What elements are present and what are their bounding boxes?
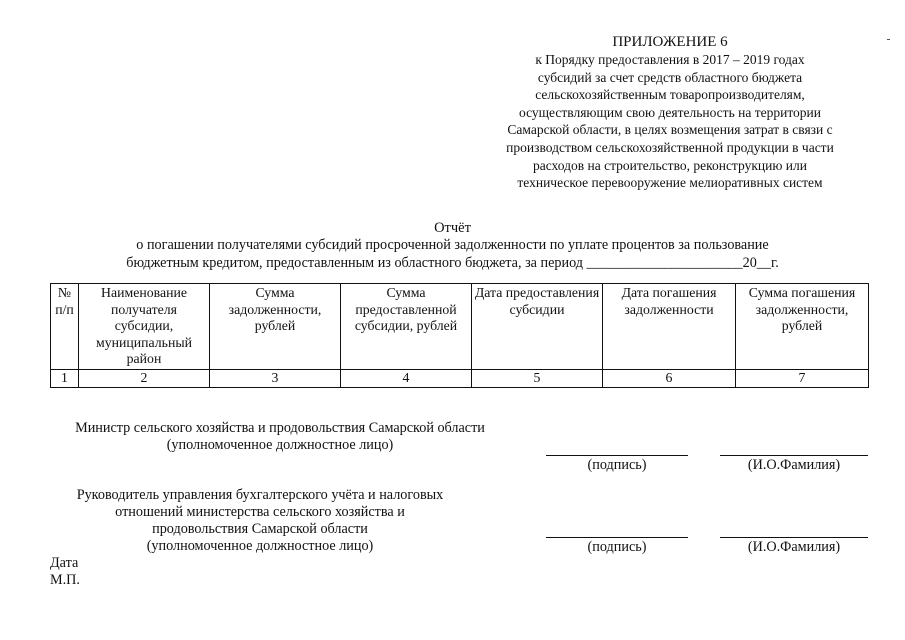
report-subtitle-line: бюджетным кредитом, предоставленным из областного бюджета, за период ______________________20__г. [126,255,779,271]
minister-role: (уполномоченное должностное лицо) [166,437,394,453]
accountant-title: продовольствия Самарской области [152,521,368,537]
appendix-header [470,33,870,192]
accountant-title: Руководитель управления бухгалтерского учёта и налоговых [76,487,444,503]
report-title: Отчёт [434,220,471,236]
column-number: 6 [603,370,736,388]
minister-title: Министр сельского хозяйства и продовольствия Самарской области [75,420,485,436]
column-number: 4 [341,370,472,388]
column-number: 2 [79,370,210,388]
appendix-line: производством сельскохозяйственной продукции в части [506,139,834,155]
header-repayment-amount: Сумма погашения задолженности, рублей [736,284,869,370]
appendix-line: расходов на строительство, реконструкцию или [533,157,807,173]
appendix-line: осуществляющим свою деятельность на территории [519,104,821,120]
report-subtitle-line: о погашении получателями субсидий просроченной задолженности по уплате процентов за пользование [136,237,769,253]
name-line [720,455,868,456]
accountant-title: отношений министерства сельского хозяйства и [115,504,405,520]
signature-caption: (подпись) [587,539,647,555]
scan-speck [887,39,890,40]
signature-caption: (подпись) [587,457,647,473]
signature-line [546,455,688,456]
header-debt-amount: Сумма задолженности, рублей [210,284,341,370]
name-caption: (И.О.Фамилия) [747,457,841,473]
signature-line [546,537,688,538]
appendix-line: к Порядку предоставления в 2017 – 2019 годах [535,52,805,67]
report-table [50,283,869,388]
header-repayment-date: Дата погашения задолженности [603,284,736,370]
minister-signature-block [50,420,510,454]
appendix-title: ПРИЛОЖЕНИЕ 6 [612,34,728,50]
accountant-signature-block [50,487,470,555]
column-number: 1 [51,370,79,388]
table-header-row [51,284,869,370]
accountant-role: (уполномоченное должностное лицо) [146,538,374,554]
name-caption: (И.О.Фамилия) [747,539,841,555]
column-number: 5 [472,370,603,388]
column-number: 7 [736,370,869,388]
header-recipient: Наименование получателя субсидии, муниципальный район [79,284,210,370]
report-subtitle [0,236,905,272]
name-line [720,537,868,538]
appendix-line: Самарской области, в целях возмещения затрат в связи с [507,122,833,138]
header-subsidy-amount: Сумма предоставленной субсидии, рублей [341,284,472,370]
table-row [51,370,869,388]
stamp-label: М.П. [50,572,80,588]
appendix-line: техническое перевооружение мелиоративных систем [517,175,823,191]
header-subsidy-date: Дата предоставления субсидии [472,284,603,370]
appendix-line: субсидий за счет средств областного бюджета [537,69,803,85]
header-number: № п/п [51,284,79,370]
date-label: Дата [50,555,79,571]
column-number: 3 [210,370,341,388]
appendix-line: сельскохозяйственным товаропроизводителям, [535,87,805,103]
